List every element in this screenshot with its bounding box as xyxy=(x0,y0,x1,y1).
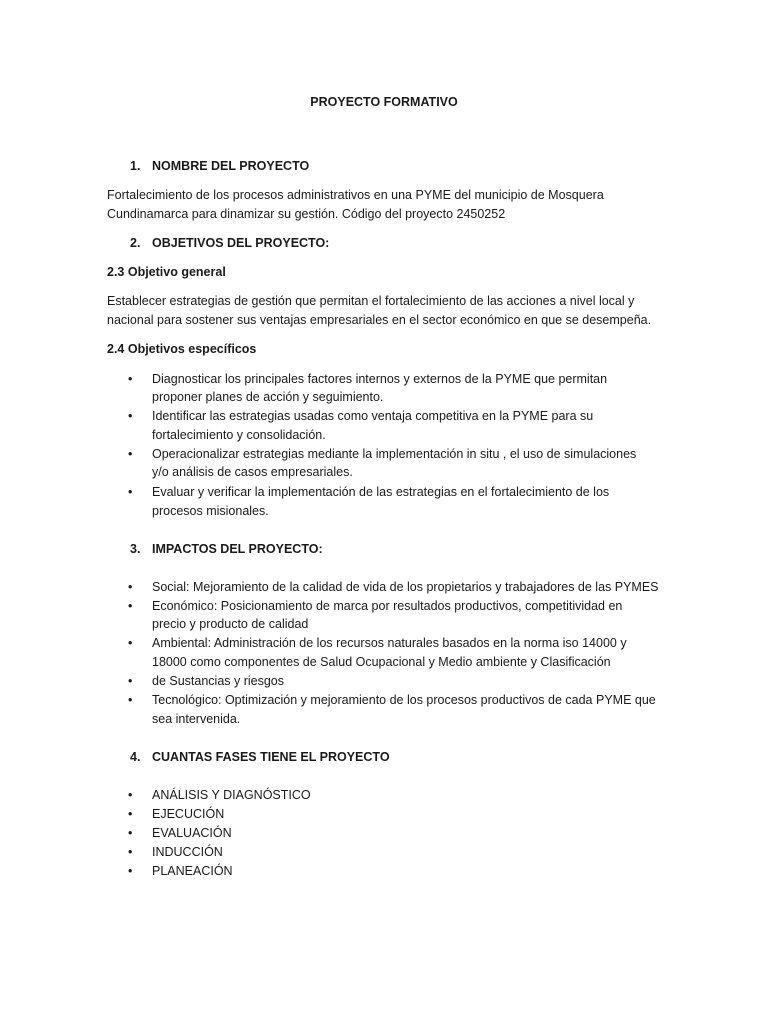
bullet-icon: • xyxy=(128,409,133,423)
section-1-text-line: Cundinamarca para dinamizar su gestión. Código del proyecto 2450252 xyxy=(107,207,506,221)
list-item: EJECUCIÓN xyxy=(152,807,225,821)
specific-objectives-heading: 2.4 Objetivos específicos xyxy=(107,342,257,356)
list-item: PLANEACIÓN xyxy=(152,864,233,878)
section-2-heading: OBJETIVOS DEL PROYECTO: xyxy=(152,236,330,250)
bullet-icon: • xyxy=(128,580,133,594)
list-item: Identificar las estrategias usadas como ventaja competitiva en la PYME para su xyxy=(152,409,594,423)
list-item: Diagnosticar los principales factores internos y externos de la PYME que permitan xyxy=(152,372,608,386)
section-1-heading: NOMBRE DEL PROYECTO xyxy=(152,159,310,173)
list-item: ANÁLISIS Y DIAGNÓSTICO xyxy=(152,788,311,802)
bullet-icon: • xyxy=(128,845,133,859)
list-item: 18000 como componentes de Salud Ocupacional y Medio ambiente y Clasificación xyxy=(152,655,611,669)
list-item: de Sustancias y riesgos xyxy=(152,674,285,688)
list-item: fortalecimiento y consolidación. xyxy=(152,428,326,442)
section-3-number: 3. xyxy=(130,542,141,556)
list-item: Ambiental: Administración de los recursos naturales basados en la norma iso 14000 y xyxy=(152,636,627,650)
list-item: Tecnológico: Optimización y mejoramiento de los procesos productivos de cada PYME que xyxy=(152,693,656,707)
general-objective-heading: 2.3 Objetivo general xyxy=(107,265,226,279)
general-objective-line: nacional para sostener sus ventajas empresariales en el sector económico en que se desempeña. xyxy=(107,313,652,327)
bullet-icon: • xyxy=(128,788,133,802)
document-title: PROYECTO FORMATIVO xyxy=(310,95,458,109)
list-item: Evaluar y verificar la implementación de las estrategias en el fortalecimiento de los xyxy=(152,485,610,499)
bullet-icon: • xyxy=(128,372,133,386)
list-item: EVALUACIÓN xyxy=(152,826,232,840)
section-1-text-line: Fortalecimiento de los procesos administrativos en una PYME del municipio de Mosquera xyxy=(107,188,604,202)
section-1-number: 1. xyxy=(130,159,141,173)
list-item: Social: Mejoramiento de la calidad de vida de los propietarios y trabajadores de las PYMES xyxy=(152,580,659,594)
bullet-icon: • xyxy=(128,826,133,840)
list-item: Económico: Posicionamiento de marca por resultados productivos, competitividad en xyxy=(152,599,623,613)
bullet-icon: • xyxy=(128,636,133,650)
bullet-icon: • xyxy=(128,864,133,878)
list-item: procesos misionales. xyxy=(152,504,269,518)
bullet-icon: • xyxy=(128,485,133,499)
list-item: precio y producto de calidad xyxy=(152,617,309,631)
bullet-icon: • xyxy=(128,599,133,613)
section-4-number: 4. xyxy=(130,750,141,764)
list-item: proponer planes de acción y seguimiento. xyxy=(152,390,384,404)
list-item: y/o análisis de casos empresariales. xyxy=(152,465,353,479)
bullet-icon: • xyxy=(128,674,133,688)
general-objective-line: Establecer estrategias de gestión que permitan el fortalecimiento de las acciones a nivel local y xyxy=(107,294,635,308)
section-2-number: 2. xyxy=(130,236,141,250)
section-3-heading: IMPACTOS DEL PROYECTO: xyxy=(152,542,323,556)
list-item: Operacionalizar estrategias mediante la implementación in situ , el uso de simulaciones xyxy=(152,447,637,461)
list-item: sea intervenida. xyxy=(152,712,241,726)
bullet-icon: • xyxy=(128,447,133,461)
list-item: INDUCCIÓN xyxy=(152,845,223,859)
section-4-heading: CUANTAS FASES TIENE EL PROYECTO xyxy=(152,750,390,764)
bullet-icon: • xyxy=(128,693,133,707)
bullet-icon: • xyxy=(128,807,133,821)
